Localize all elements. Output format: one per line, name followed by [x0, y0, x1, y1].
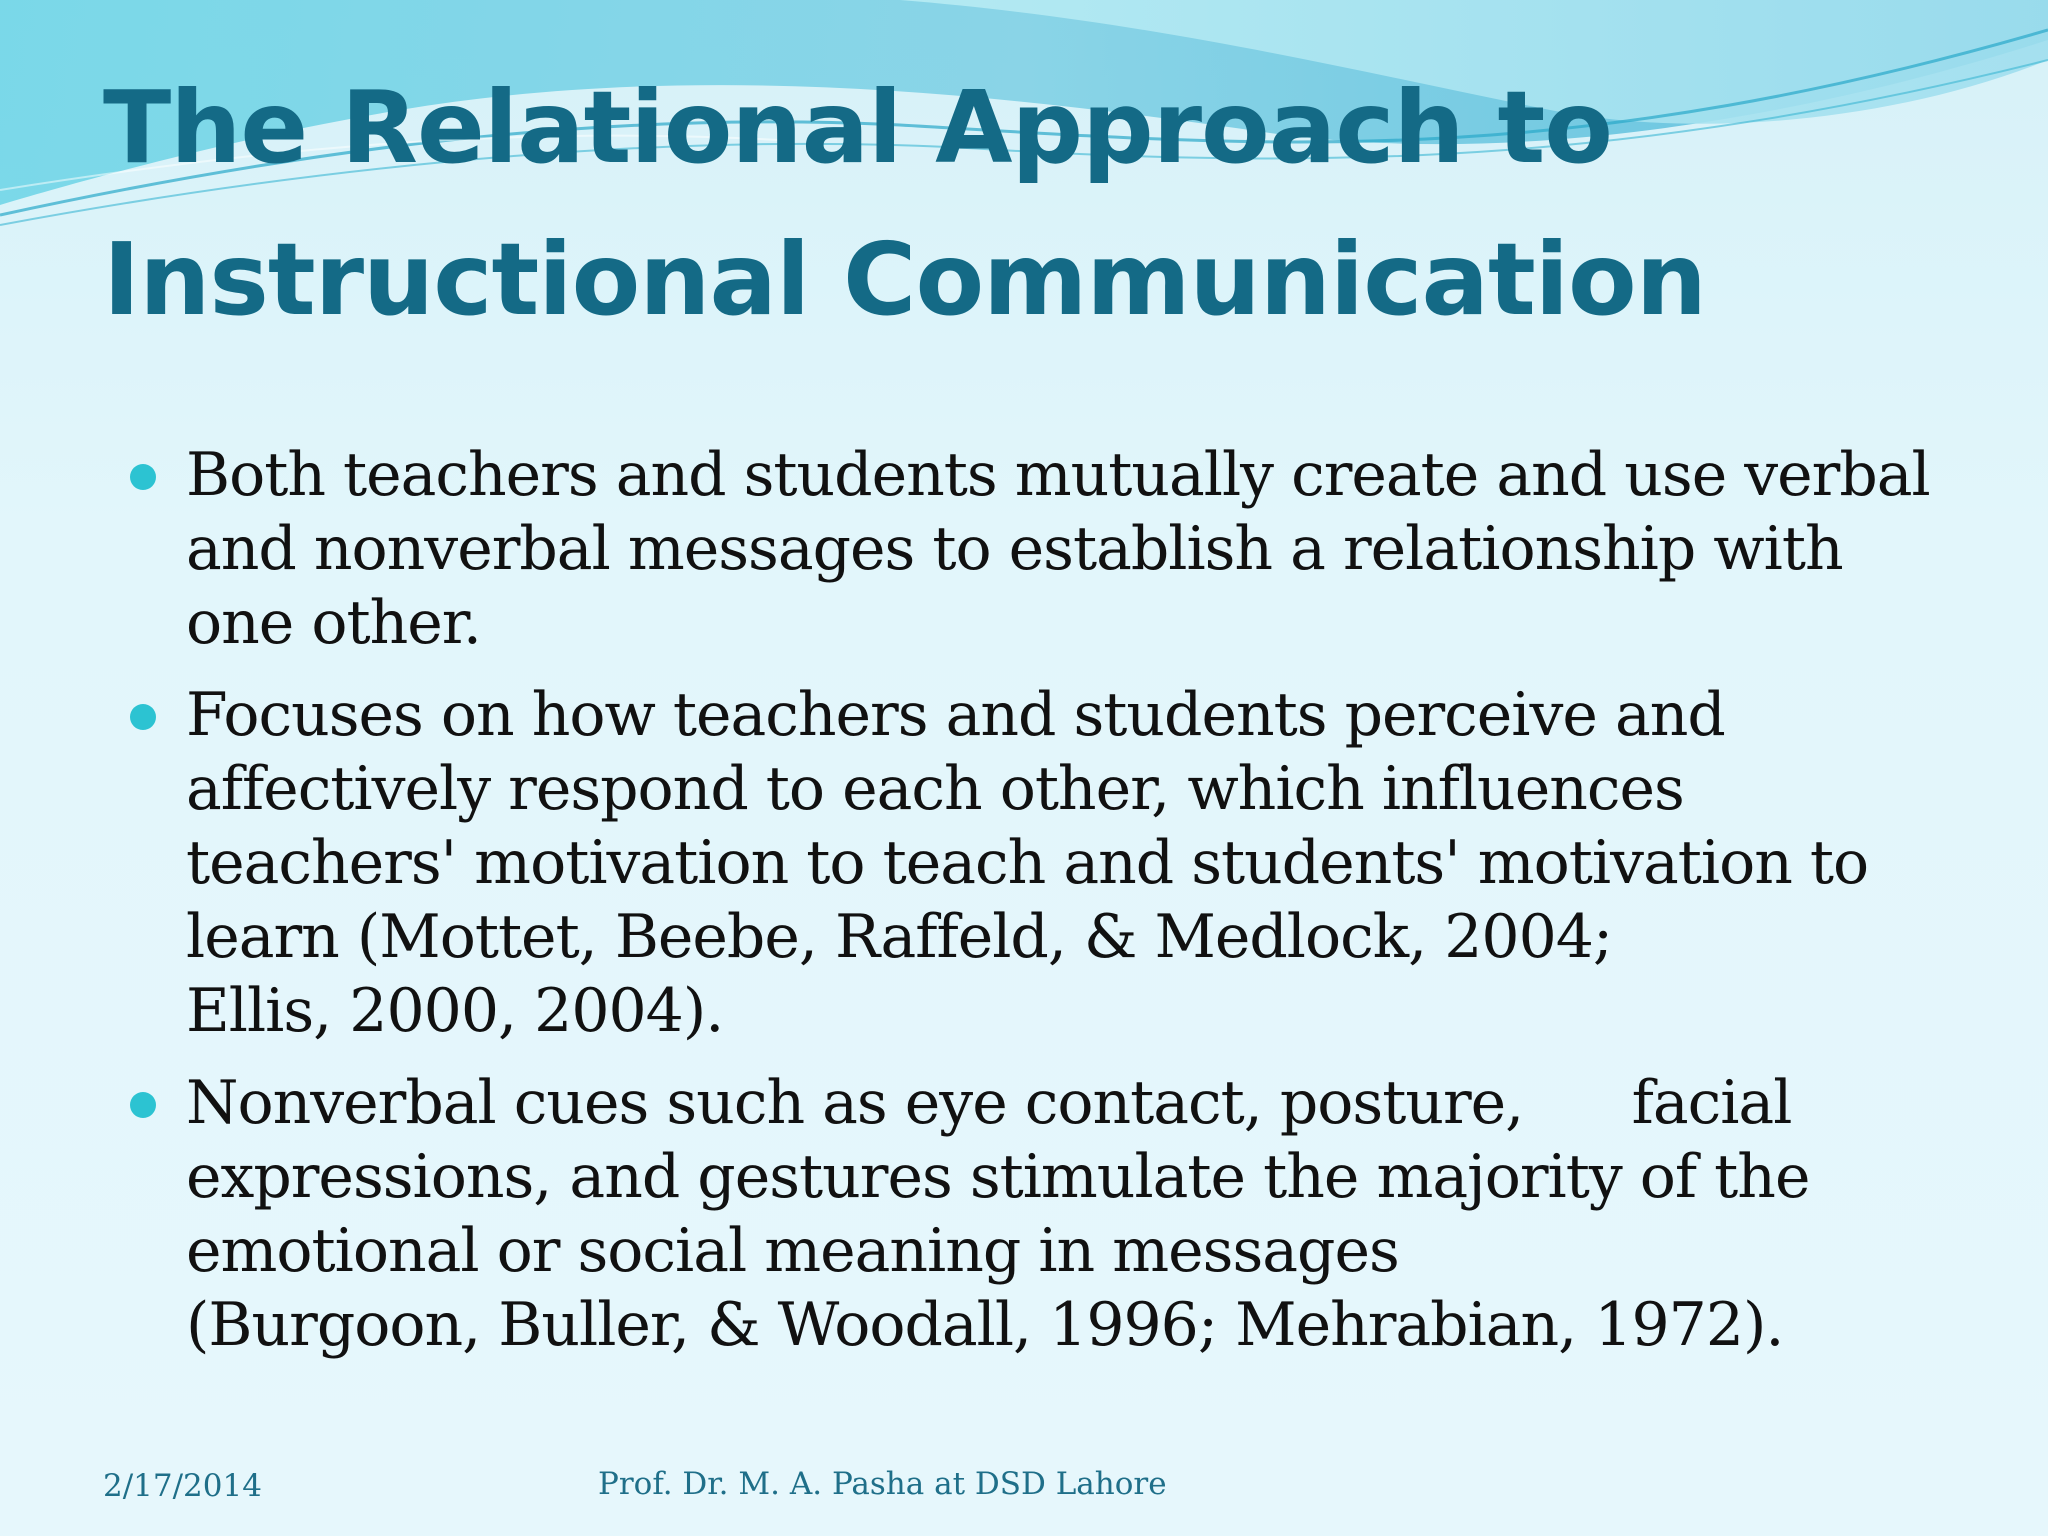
- bullet-text-line: Focuses on how teachers and students perceive and: [186, 680, 1725, 750]
- bullet-item: [186, 678, 1986, 1048]
- bullet-text-line: learn (Mottet, Beebe, Raffeld, & Medlock, 2004;: [186, 902, 1613, 972]
- bullet-item: [186, 438, 1986, 660]
- bullet-dot-icon: [130, 704, 156, 730]
- bullet-text-line: teachers' motivation to teach and students' motivation to: [186, 828, 1869, 898]
- bullet-dot-icon: [130, 1092, 156, 1118]
- bullet-list: [186, 438, 1986, 1380]
- slide-title-line-2: Instructional Communication: [103, 221, 1706, 338]
- bullet-text-line: emotional or social meaning in messages: [186, 1216, 1399, 1286]
- footer-author: Prof. Dr. M. A. Pasha at DSD Lahore: [598, 1466, 1167, 1502]
- bullet-text-line: (Burgoon, Buller, & Woodall, 1996; Mehrabian, 1972).: [186, 1290, 1784, 1360]
- bullet-text-line: Nonverbal cues such as eye contact, posture, facial: [186, 1068, 1792, 1138]
- slide-title: [103, 52, 1903, 356]
- slide-title-line-1: The Relational Approach to: [103, 69, 1613, 186]
- footer-date: 2/17/2014: [103, 1468, 262, 1504]
- bullet-text-line: affectively respond to each other, which influences: [186, 754, 1684, 824]
- bullet-text-line: one other.: [186, 588, 481, 658]
- bullet-text-line: expressions, and gestures stimulate the majority of the: [186, 1142, 1810, 1212]
- bullet-text-line: and nonverbal messages to establish a relationship with: [186, 514, 1843, 584]
- bullet-item: [186, 1066, 1986, 1362]
- bullet-dot-icon: [130, 464, 156, 490]
- bullet-text-line: Both teachers and students mutually create and use verbal: [186, 440, 1930, 510]
- bullet-text-line: Ellis, 2000, 2004).: [186, 976, 724, 1046]
